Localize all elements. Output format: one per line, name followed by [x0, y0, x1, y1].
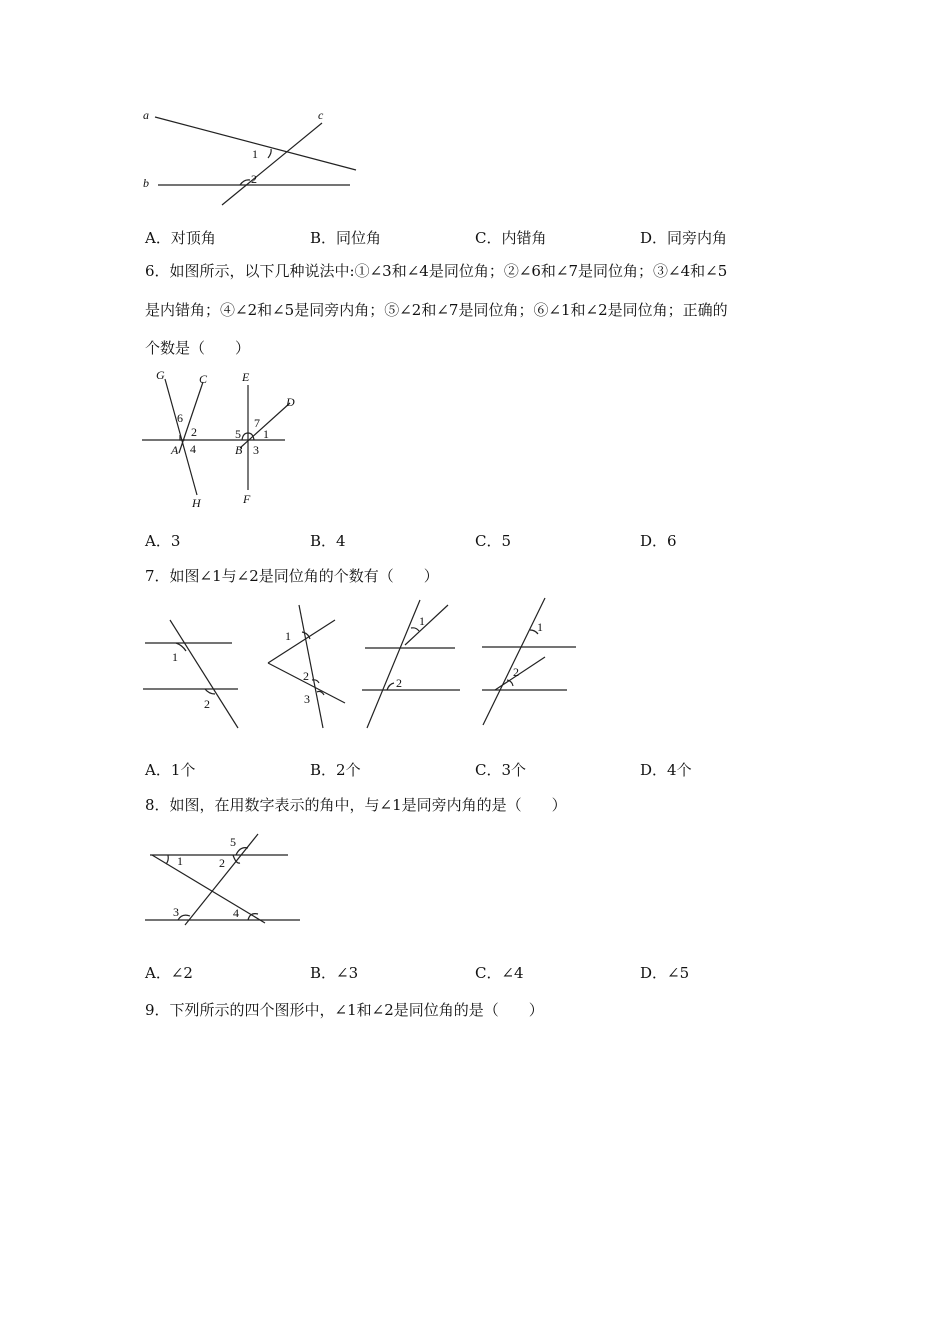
angle-1-arc [268, 149, 271, 158]
angle-3-arc [178, 915, 190, 920]
q8-option-c: C．∠4 [475, 964, 524, 982]
q6-option-b: B．4 [310, 532, 346, 550]
q6-text-line-2: 是内错角；④∠2和∠5是同旁内角；⑤∠2和∠7是同位角；⑥∠1和∠2是同位角；正确的 [145, 301, 728, 319]
q6-option-d: D．6 [640, 532, 677, 550]
q7-option-b: B．2个 [310, 761, 361, 779]
q5-option-d: D．同旁内角 [640, 229, 728, 247]
label-5: 5 [235, 427, 241, 441]
q7-option-d: D．4个 [640, 761, 692, 779]
label-b: b [143, 176, 149, 190]
label-1: 1 [177, 854, 183, 868]
angle-1-arc [166, 855, 168, 864]
q6-text-line-3: 个数是（ ） [145, 339, 251, 357]
label-a: a [143, 108, 149, 122]
label-h: H [192, 496, 201, 510]
label-d: D [286, 395, 295, 409]
label-c: C [199, 372, 208, 386]
s1-label-2: 2 [204, 697, 210, 711]
s4-label-1: 1 [537, 620, 543, 634]
s3-label-2: 2 [396, 676, 402, 690]
q8-option-b: B．∠3 [310, 964, 359, 982]
label-3: 3 [173, 905, 179, 919]
q7-subfigure-4 [482, 598, 576, 725]
q5-option-b: B．同位角 [310, 229, 382, 247]
s2-label-3: 3 [304, 692, 310, 706]
label-6: 6 [177, 411, 183, 425]
s2-label-1: 1 [285, 629, 291, 643]
label-c: c [318, 108, 324, 122]
q8-text: 8．如图，在用数字表示的角中，与∠1是同旁内角的是（ ） [145, 796, 567, 814]
s3-label-1: 1 [419, 614, 425, 628]
s4-label-2: 2 [513, 665, 519, 679]
q9-text: 9．下列所示的四个图形中，∠1和∠2是同位角的是（ ） [145, 1001, 544, 1019]
q7-option-c: C．3个 [475, 761, 527, 779]
label-g: G [156, 368, 165, 382]
q7-subfigure-1 [143, 620, 238, 728]
q7-figures [135, 595, 585, 735]
q6-option-a: A．3 [145, 532, 181, 550]
label-7: 7 [254, 416, 260, 430]
label-1: 1 [252, 147, 258, 161]
q8-figure [140, 828, 305, 928]
angle-4-arc [248, 914, 258, 920]
label-b: B [235, 443, 243, 457]
q7-subfigure-2 [268, 605, 345, 728]
s1-label-1: 1 [172, 650, 178, 664]
label-2: 2 [219, 856, 225, 870]
q6-figure [140, 365, 310, 515]
q8-option-d: D．∠5 [640, 964, 690, 982]
label-f: F [243, 492, 251, 506]
line-a [155, 117, 356, 170]
label-1: 1 [263, 427, 269, 441]
q5-option-c: C．内错角 [475, 229, 547, 247]
q7-option-a: A．1个 [145, 761, 196, 779]
angle-2-arc [233, 855, 240, 863]
label-4: 4 [190, 442, 196, 456]
label-5: 5 [230, 835, 236, 849]
q7-text: 7．如图∠1与∠2是同位角的个数有（ ） [145, 567, 439, 585]
q5-option-a: A．对顶角 [145, 229, 216, 247]
q8-option-a: A．∠2 [145, 964, 193, 982]
angle-2-arc [240, 180, 250, 185]
line-c [222, 123, 322, 205]
q6-text-line-1: 6．如图所示，以下几种说法中:①∠3和∠4是同位角；②∠6和∠7是同位角；③∠4和∠5 [145, 262, 728, 280]
q6-option-c: C．5 [475, 532, 512, 550]
label-4: 4 [233, 906, 239, 920]
label-3: 3 [253, 443, 259, 457]
q7-subfigure-3 [362, 600, 460, 728]
transversal-1 [152, 855, 265, 923]
q5-figure [140, 105, 365, 210]
label-a: A [171, 443, 179, 457]
label-2: 2 [191, 425, 197, 439]
label-e: E [242, 370, 250, 384]
label-2: 2 [251, 172, 257, 186]
s2-label-2: 2 [303, 669, 309, 683]
